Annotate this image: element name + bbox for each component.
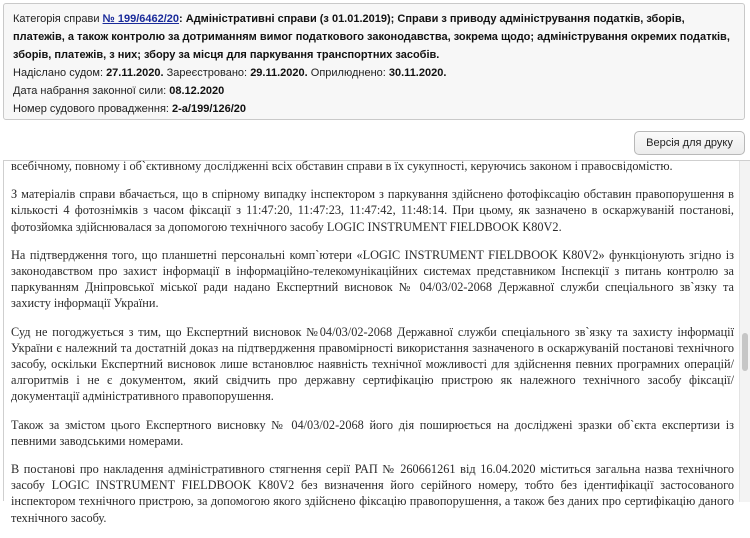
dates-row [13, 64, 736, 82]
legal-force-label: Дата набрання законної сили: [13, 85, 167, 97]
sent-value: 27.11.2020. [106, 67, 164, 79]
document-text [11, 158, 734, 538]
case-number-link[interactable]: № 199/6462/20 [102, 13, 180, 25]
document-paragraph: В постанові про накладення адміністративного стягнення серії РАП № 260661261 від 16.04.2020 міститься загальна назва технічного засобу LOGIC INSTRUMENT FIELDBOOK K80V2 без визначення його серійного номеру, тобто без ідентифікації застосованого інспектором технічного пристрою, за допомогою якого здійснено фіксацію правопорушення, а також без даних про сертифікацію даного технічного засобу. [11, 462, 734, 525]
document-paragraph: всебічному, повному і об`єктивному дослідженні всіх обставин справи в їх сукупності, керуючись законом і правосвідомістю. [11, 159, 673, 173]
case-info-panel [3, 3, 745, 120]
sent-label: Надіслано судом: [13, 67, 103, 79]
category-description: : Адміністративні справи (з 01.01.2019); Справи з приводу адміністрування податків, зборів, платежів, а також контролю за дотриманням вимог податкового законодавства, зокрема щодо; адміністрування окремих податків, зборів, платежів, з них; збору за місця для паркування транспортних засобів. [13, 13, 730, 61]
proceeding-row [13, 100, 736, 118]
category-label: Категорія справи [13, 13, 100, 25]
document-scrollbar[interactable] [739, 161, 750, 502]
proceeding-label: Номер судового провадження: [13, 103, 169, 115]
legal-force-row [13, 82, 736, 100]
document-paragraph: На підтвердження того, що планшетні персональні комп`ютери «LOGIC INSTRUMENT FIELDBOOK K80V2» функціонують згідно із законодавством про захист інформації в інформаційно-телекомунікаційних системах представником Інспекції з питань контролю за паркуванням Дніпровської міської ради надано Експертний висновок № 04/03/02-2068 Державної служби спеціального зв`язку та захисту інформації України. [11, 247, 734, 311]
registered-label: Зареєстровано: [166, 67, 248, 79]
case-category-row [13, 10, 736, 64]
document-paragraph: З матеріалів справи вбачається, що в спірному випадку інспектором з паркування здійснено фотофіксацію обставин правопорушення в кількості 4 фотознімків з часом фіксації з 11:47:20, 11:47:23, 11:47:42, 11:48:14. При цьому, як зазначено в оскаржуваній постанові, фотозйомка здійснювалася за допомогою технічного засобу LOGIC INSTRUMENT FIELDBOOK K80V2. [11, 187, 734, 234]
print-version-button[interactable]: Версія для друку [634, 131, 745, 155]
registered-value: 29.11.2020. [250, 67, 308, 79]
document-paragraph: Суд не погоджується з тим, що Експертний висновок №04/03/02-2068 Державної служби спеціального зв`язку та захисту інформації України є належний та достатній доказ на підтвердження правомірності використання зазначеного в оскаржуваній постанові технічного засобу, оскільки Експертний висновок лише встановлює наявність технічної можливості для здійснення певних програмних операцій/алгоритмів і не є документом, який свідчить про державну сертифікацію пристрою як належного технічного засобу фіксації/документації адміністративного правопорушення. [11, 324, 734, 404]
document-paragraph: Також за змістом цього Експертного висновку № 04/03/02-2068 його дія поширюється на досліджені зразки об`єкта експертизи із певними заводськими номерами. [11, 417, 734, 448]
scrollbar-thumb[interactable] [742, 333, 748, 371]
published-label: Оприлюднено: [310, 67, 386, 79]
proceeding-value: 2-а/199/126/20 [172, 103, 247, 115]
legal-force-value: 08.12.2020 [169, 85, 225, 97]
document-viewer[interactable] [3, 159, 750, 525]
published-value: 30.11.2020. [388, 67, 447, 79]
